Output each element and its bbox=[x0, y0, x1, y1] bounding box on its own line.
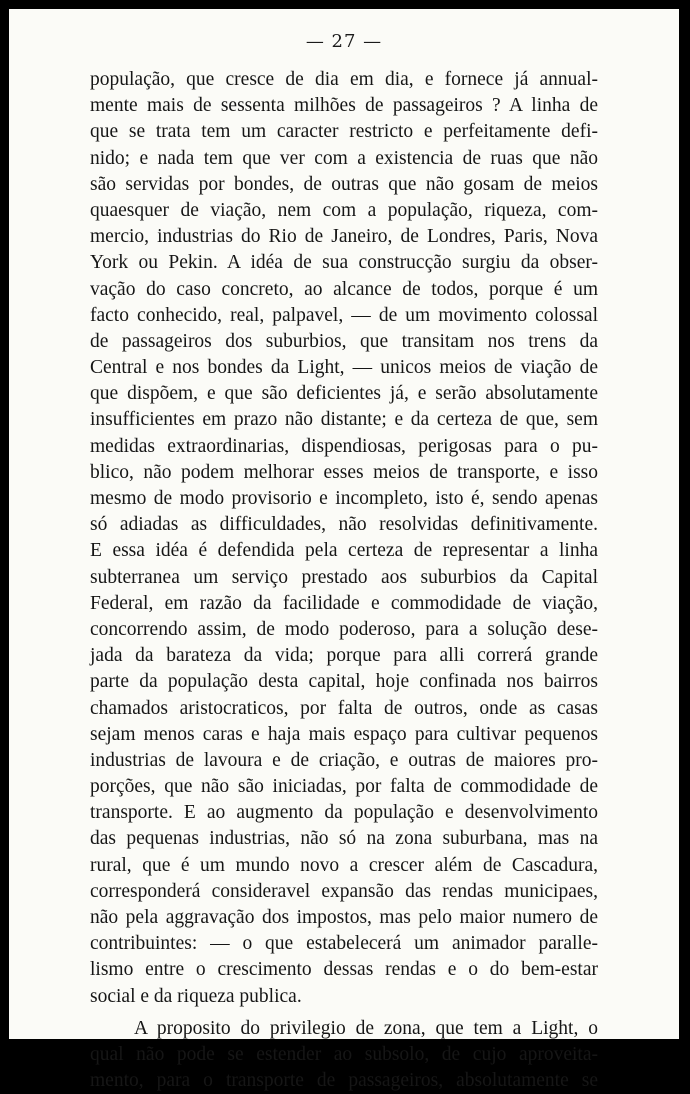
text-line: corresponderá consideravel expansão das rendas municipaes, bbox=[90, 880, 598, 902]
text-line: só adiadas as difficuldades, não resolvidas definitivamente. bbox=[90, 514, 598, 536]
text-line: nido; e nada tem que ver com a existencia de ruas que não bbox=[90, 147, 598, 169]
text-line: blico, não podem melhorar esses meios de transporte, e isso bbox=[90, 461, 598, 483]
text-line: E essa idéa é defendida pela certeza de representar a linha bbox=[90, 540, 598, 562]
book-page bbox=[9, 9, 679, 1092]
text-line: de passageiros dos suburbios, que transitam nos trens da bbox=[90, 330, 598, 352]
text-line: são servidas por bondes, de outras que não gosam de meios bbox=[90, 173, 598, 195]
text-line: York ou Pekin. A idéa de sua construcção surgiu da obser- bbox=[90, 252, 598, 274]
text-line: que se trata tem um caracter restricto e perfeitamente defi- bbox=[90, 121, 598, 143]
text-line: das pequenas industrias, não só na zona suburbana, mas na bbox=[90, 828, 598, 850]
text-line: porções, que não são iniciadas, por falta de commodidade de bbox=[90, 776, 598, 798]
paragraph-1 bbox=[90, 67, 598, 1010]
body-text bbox=[90, 67, 598, 1094]
paragraph-2 bbox=[90, 1016, 598, 1094]
text-line: rural, que é um mundo novo a crescer além de Cascadura, bbox=[90, 854, 598, 876]
page-number: — 27 — bbox=[305, 31, 383, 52]
text-line: industrias de lavoura e de criação, e outras de maiores pro- bbox=[90, 749, 598, 771]
text-line: qual não pode se estender ao subsolo, de cujo aproveita- bbox=[90, 1043, 598, 1065]
text-line: que dispõem, e que são deficientes já, e serão absolutamente bbox=[90, 383, 598, 405]
text-line: concorrendo assim, de modo poderoso, para a solução dese- bbox=[90, 618, 598, 640]
text-line: mento, para o transporte de passageiros, absolutamente se bbox=[90, 1070, 598, 1092]
text-line: parte da população desta capital, hoje confinada nos bairros bbox=[90, 671, 598, 693]
text-line: mercio, industrias do Rio de Janeiro, de Londres, Paris, Nova bbox=[90, 226, 598, 248]
text-line: população, que cresce de dia em dia, e fornece já annual- bbox=[90, 69, 598, 90]
text-line: vação do caso concreto, ao alcance de todos, porque é um bbox=[90, 278, 598, 300]
text-line: mesmo de modo provisorio e incompleto, isto é, sendo apenas bbox=[90, 488, 598, 509]
text-line: mente mais de sessenta milhões de passageiros ? A linha de bbox=[90, 95, 598, 117]
text-line: facto conhecido, real, palpavel, — de um movimento colossal bbox=[90, 304, 598, 326]
text-line: Federal, em razão da facilidade e commodidade de viação, bbox=[90, 592, 598, 614]
text-line: transporte. E ao augmento da população e desenvolvimento bbox=[90, 802, 598, 824]
text-line: A proposito do privilegio de zona, que tem a Light, o bbox=[134, 1017, 598, 1039]
text-line: não pela aggravação dos impostos, mas pelo maior numero de bbox=[90, 907, 598, 928]
text-line: chamados aristocraticos, por falta de outros, onde as casas bbox=[90, 697, 598, 719]
text-line: sejam menos caras e haja mais espaço para cultivar pequenos bbox=[90, 723, 598, 745]
text-line: social e da riqueza publica. bbox=[90, 985, 302, 1007]
text-line: insufficientes em prazo não distante; e da certeza de que, sem bbox=[90, 409, 598, 431]
text-line: jada da barateza da vida; porque para alli correrá grande bbox=[90, 645, 598, 667]
text-line: quaesquer de viação, nem com a população, riqueza, com- bbox=[90, 199, 598, 221]
text-line: subterranea um serviço prestado aos suburbios da Capital bbox=[90, 566, 598, 588]
text-line: lismo entre o crescimento dessas rendas e o do bem-estar bbox=[90, 959, 598, 981]
text-line: contribuintes: — o que estabelecerá um animador paralle- bbox=[90, 933, 598, 955]
text-line: Central e nos bondes da Light, — unicos meios de viação de bbox=[90, 357, 598, 379]
text-line: medidas extraordinarias, dispendiosas, perigosas para o pu- bbox=[90, 435, 598, 457]
